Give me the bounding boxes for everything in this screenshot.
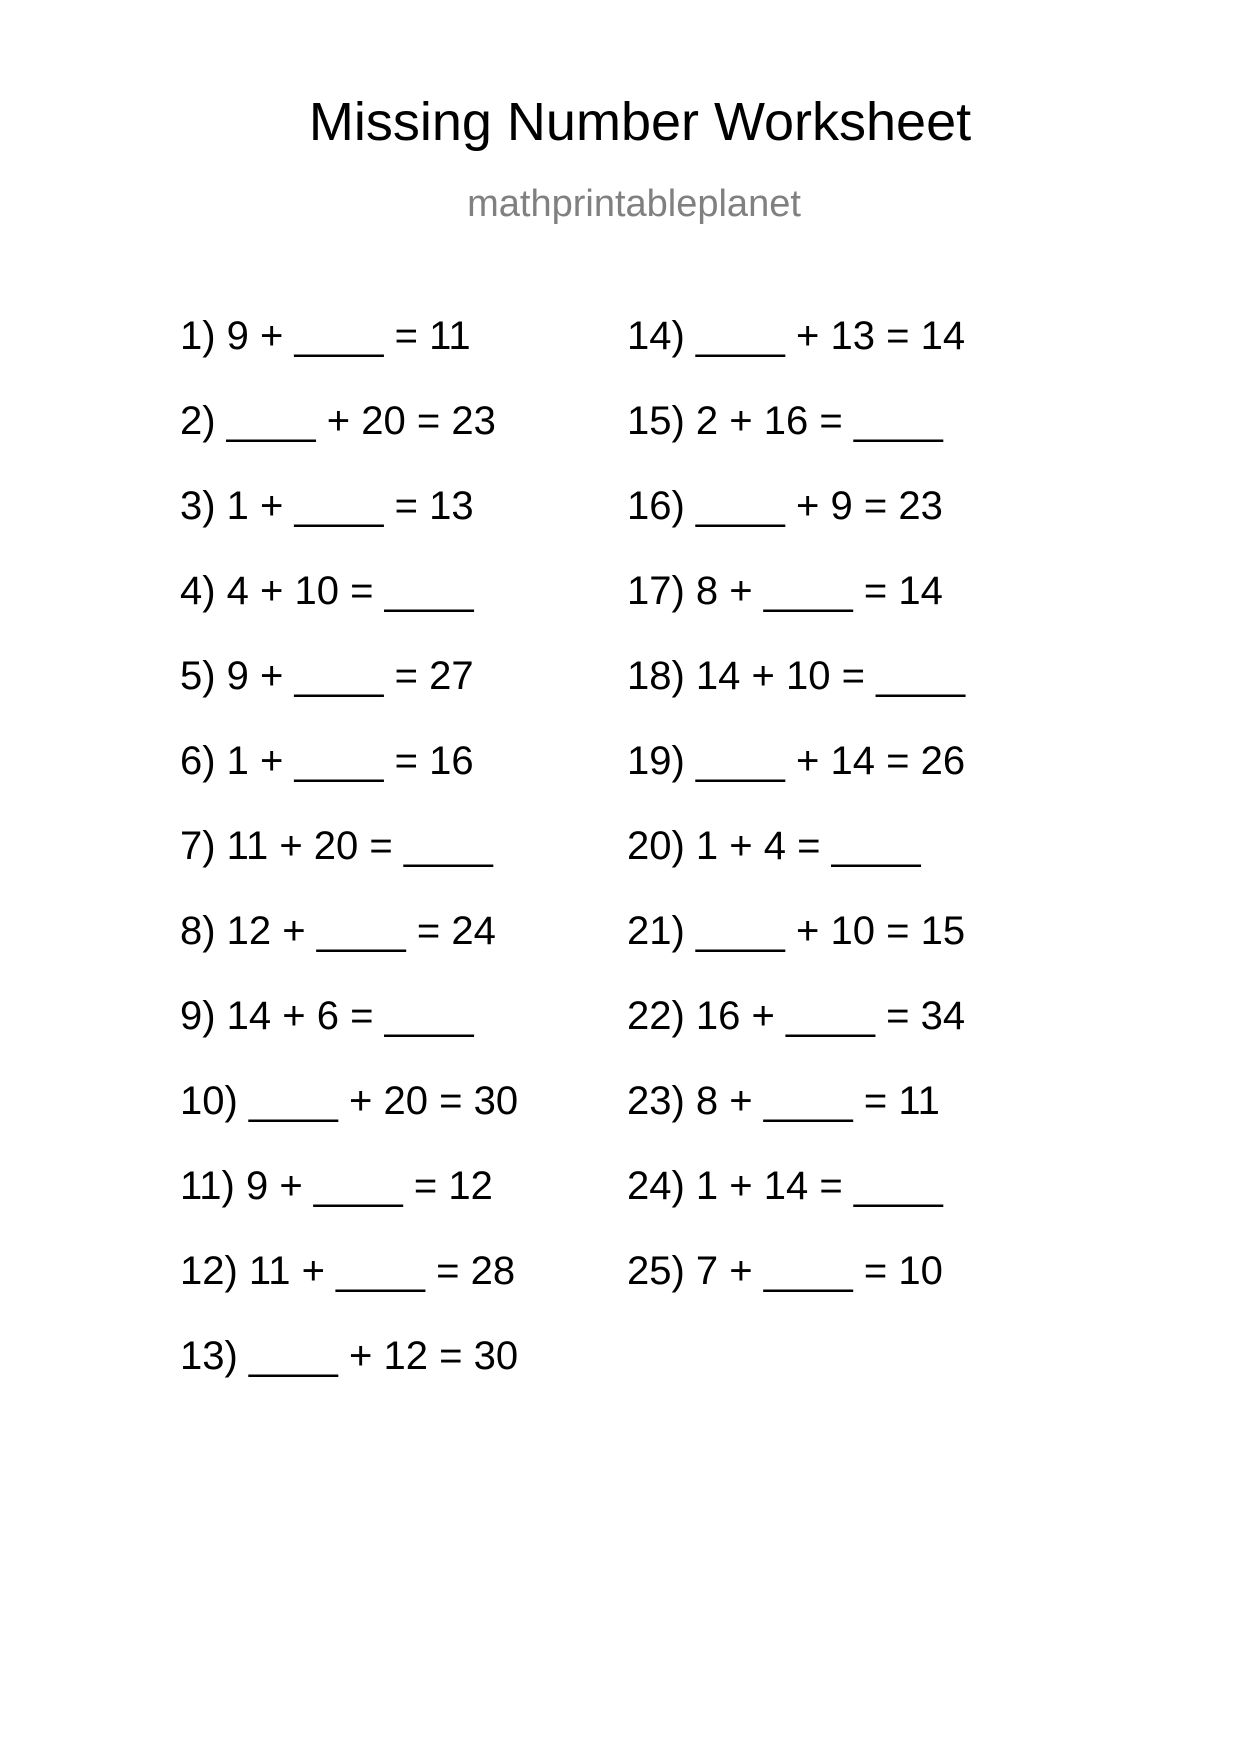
problem-13: 13) ____ + 12 = 30 (180, 1334, 519, 1378)
problem-23: 23) 8 + ____ = 11 (627, 1079, 940, 1123)
problem-5: 5) 9 + ____ = 27 (180, 654, 474, 698)
problem-20: 20) 1 + 4 = ____ (627, 824, 921, 868)
problem-6: 6) 1 + ____ = 16 (180, 739, 474, 783)
problem-8: 8) 12 + ____ = 24 (180, 909, 496, 953)
problem-4: 4) 4 + 10 = ____ (180, 569, 474, 613)
problem-11: 11) 9 + ____ = 12 (180, 1164, 493, 1208)
problem-17: 17) 8 + ____ = 14 (627, 569, 943, 613)
problem-2: 2) ____ + 20 = 23 (180, 399, 496, 443)
problem-16: 16) ____ + 9 = 23 (627, 484, 943, 528)
problem-14: 14) ____ + 13 = 14 (627, 314, 966, 358)
problem-19: 19) ____ + 14 = 26 (627, 739, 966, 783)
problem-column-left (180, 312, 518, 1417)
problem-24: 24) 1 + 14 = ____ (627, 1164, 943, 1208)
problem-column-right (627, 312, 965, 1332)
problem-18: 18) 14 + 10 = ____ (627, 654, 966, 698)
problem-3: 3) 1 + ____ = 13 (180, 484, 474, 528)
problem-12: 12) 11 + ____ = 28 (180, 1249, 516, 1293)
problem-1: 1) 9 + ____ = 11 (180, 314, 471, 358)
problem-25: 25) 7 + ____ = 10 (627, 1249, 943, 1293)
problem-21: 21) ____ + 10 = 15 (627, 909, 966, 953)
problem-10: 10) ____ + 20 = 30 (180, 1079, 519, 1123)
problem-7: 7) 11 + 20 = ____ (180, 824, 493, 868)
worksheet-title: Missing Number Worksheet (308, 92, 972, 152)
problem-9: 9) 14 + 6 = ____ (180, 994, 474, 1038)
worksheet-subtitle: mathprintableplanet (467, 183, 801, 225)
problem-22: 22) 16 + ____ = 34 (627, 994, 966, 1038)
problem-15: 15) 2 + 16 = ____ (627, 399, 943, 443)
